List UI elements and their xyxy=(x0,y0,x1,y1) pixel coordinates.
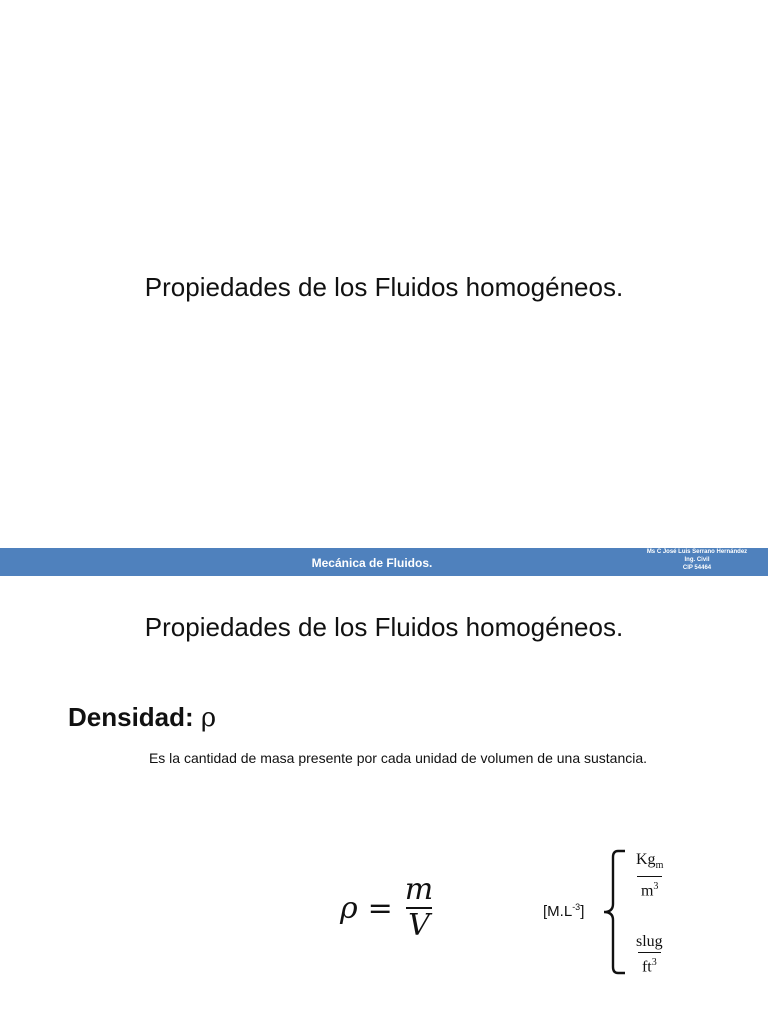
slide-1-title: Propiedades de los Fluidos homogéneos. xyxy=(144,272,624,302)
density-definition: Es la cantidad de masa presente por cada unidad de volumen de una sustancia. xyxy=(148,750,648,766)
left-brace-icon xyxy=(598,848,630,976)
slide-2 xyxy=(0,576,768,1024)
unit-english-fraction xyxy=(634,932,665,977)
footer-author-block xyxy=(632,548,762,572)
footer-author-degree: Ing. Civil xyxy=(684,557,710,563)
density-heading xyxy=(68,702,216,733)
dimension-base: [M.L xyxy=(543,903,573,920)
dimension-close: ] xyxy=(580,903,585,920)
formula-equals: = xyxy=(367,890,393,926)
rho-symbol: ρ xyxy=(200,703,217,733)
dimension-expression xyxy=(543,902,584,920)
formula-denominator: V xyxy=(408,908,430,943)
formula-lhs: ρ xyxy=(340,890,358,926)
unit-si-denominator: $m^3$ xyxy=(637,876,662,901)
density-formula xyxy=(340,872,435,944)
density-heading-label: Densidad: xyxy=(68,702,194,732)
slide-footer-band xyxy=(0,548,768,576)
footer-author-cip: CIP 54464 xyxy=(682,565,712,571)
slide-2-title: Propiedades de los Fluidos homogéneos. xyxy=(144,612,624,642)
unit-english-numerator: slug xyxy=(636,933,663,950)
formula-numerator: m xyxy=(404,872,434,907)
unit-english-denominator: $ft^3$ xyxy=(638,952,661,977)
formula-fraction xyxy=(403,873,435,943)
unit-si-fraction xyxy=(634,850,665,902)
footer-author-name: Ms C José Luis Serrano Hernández xyxy=(646,549,748,555)
footer-course-title: Mecánica de Fluidos. xyxy=(311,556,433,570)
dimension-exponent: -3 xyxy=(572,902,581,912)
unit-si-numerator: $Kg_m$ xyxy=(636,851,664,872)
